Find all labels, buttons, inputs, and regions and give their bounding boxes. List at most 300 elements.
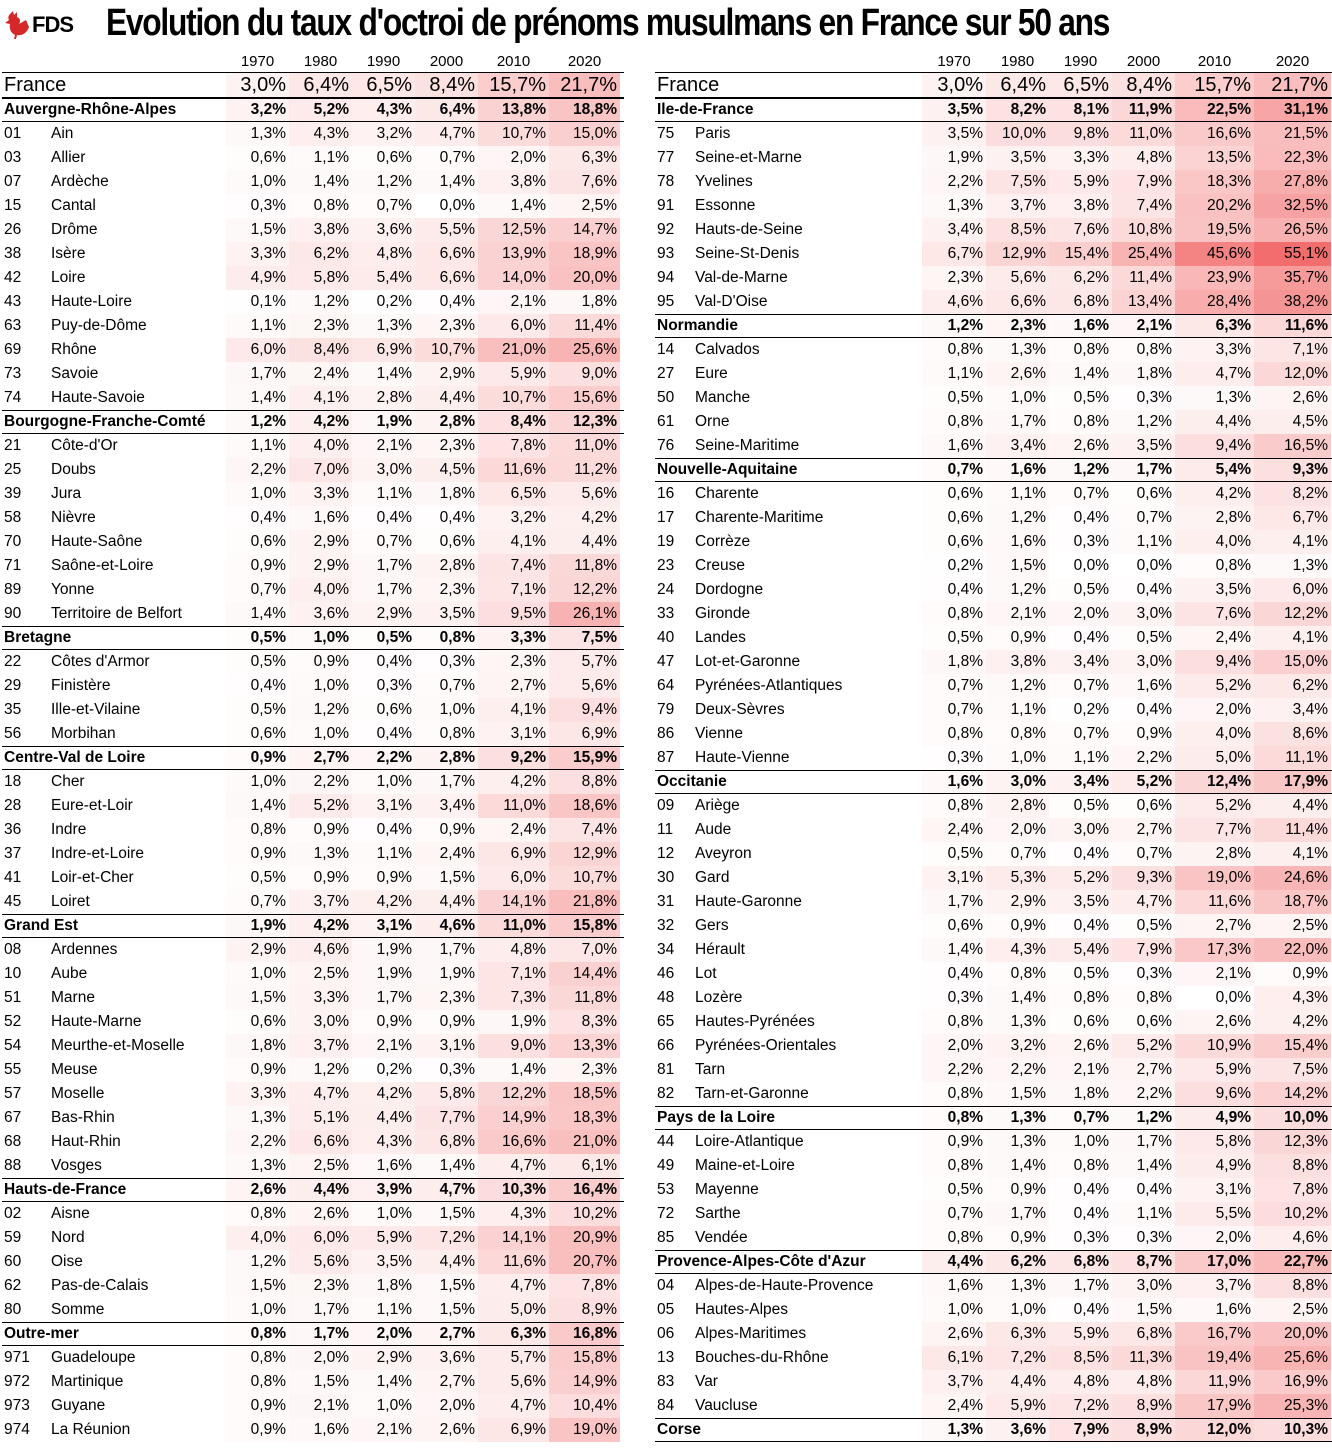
department-code: 62 xyxy=(4,1277,22,1294)
value-cell-1980: 0,7% xyxy=(986,842,1049,866)
value-cell-1980: 2,1% xyxy=(986,602,1049,626)
value-cell-1990: 3,4% xyxy=(1049,771,1112,793)
value-cell-2010: 7,3% xyxy=(478,986,549,1010)
value-cell-2010: 5,9% xyxy=(478,362,549,386)
value-cell-1970: 1,7% xyxy=(922,890,986,914)
value-cell-1980: 7,5% xyxy=(986,170,1049,194)
department-name: Puy-de-Dôme xyxy=(51,317,147,334)
department-name: Vaucluse xyxy=(695,1397,758,1414)
department-code: 72 xyxy=(657,1205,675,1222)
value-cell-1980: 3,5% xyxy=(986,146,1049,170)
value-cell-2020: 8,3% xyxy=(549,1010,620,1034)
value-cell-2000: 2,3% xyxy=(415,314,478,338)
department-name: Haute-Loire xyxy=(51,293,132,310)
year-label: 2020 xyxy=(567,53,602,70)
department-row xyxy=(655,722,1332,746)
department-code: 12 xyxy=(657,845,675,862)
value-cell-2010: 19,4% xyxy=(1175,1346,1254,1370)
region-name: Centre-Val de Loire xyxy=(4,749,146,766)
department-row xyxy=(655,866,1332,890)
value-cell-1970: 0,6% xyxy=(226,146,289,170)
value-cell-1970: 0,9% xyxy=(226,554,289,578)
region-name: Hauts-de-France xyxy=(4,1181,127,1198)
department-code: 46 xyxy=(657,965,675,982)
value-cell-1970: 6,1% xyxy=(922,1346,986,1370)
value-cell-2010: 22,5% xyxy=(1175,99,1254,121)
value-cell-2000: 1,2% xyxy=(1112,1107,1175,1129)
value-cell-2020: 20,7% xyxy=(549,1250,620,1274)
value-cell-2020: 6,7% xyxy=(1254,506,1331,530)
value-cell-1980: 4,3% xyxy=(289,122,352,146)
value-cell-1980: 4,2% xyxy=(289,411,352,433)
value-cell-2010: 5,4% xyxy=(1175,459,1254,481)
value-cell-1970: 0,8% xyxy=(226,1346,289,1370)
department-name: Indre xyxy=(51,821,87,838)
value-cell-2020: 15,0% xyxy=(549,122,620,146)
value-cell-1990: 3,0% xyxy=(1049,818,1112,842)
value-cell-1990: 1,9% xyxy=(352,962,415,986)
department-name: Isère xyxy=(51,245,86,262)
department-code: 77 xyxy=(657,149,675,166)
value-cell-2000: 3,5% xyxy=(1112,434,1175,458)
value-cell-1990: 3,8% xyxy=(1049,194,1112,218)
value-cell-2010: 19,5% xyxy=(1175,218,1254,242)
value-cell-1970: 4,4% xyxy=(922,1251,986,1273)
department-name: Charente xyxy=(695,485,759,502)
value-cell-1970: 1,5% xyxy=(226,1274,289,1298)
department-row xyxy=(2,1154,624,1178)
department-row xyxy=(655,1034,1332,1058)
value-cell-2000: 4,8% xyxy=(1112,146,1175,170)
value-cell-2020: 19,0% xyxy=(549,1418,620,1442)
value-cell-1980: 0,9% xyxy=(289,650,352,674)
department-row xyxy=(655,746,1332,770)
value-cell-2000: 1,8% xyxy=(1112,362,1175,386)
value-cell-2020: 2,3% xyxy=(549,1058,620,1082)
value-cell-2010: 3,1% xyxy=(478,722,549,746)
value-cell-2020: 21,5% xyxy=(1254,122,1331,146)
value-cell-1970: 0,9% xyxy=(226,1058,289,1082)
value-cell-1970: 1,2% xyxy=(922,315,986,337)
value-cell-2010: 17,9% xyxy=(1175,1394,1254,1418)
value-cell-1980: 2,9% xyxy=(289,554,352,578)
value-cell-1990: 9,8% xyxy=(1049,122,1112,146)
value-cell-2000: 3,0% xyxy=(1112,650,1175,674)
value-cell-2020: 35,7% xyxy=(1254,266,1331,290)
value-cell-2020: 22,3% xyxy=(1254,146,1331,170)
department-row xyxy=(655,1298,1332,1322)
value-cell-2020: 12,3% xyxy=(549,411,620,433)
value-cell-1990: 1,9% xyxy=(352,411,415,433)
value-cell-1970: 0,9% xyxy=(922,1130,986,1154)
department-code: 93 xyxy=(657,245,675,262)
value-cell-1980: 2,5% xyxy=(289,962,352,986)
value-cell-2020: 20,0% xyxy=(1254,1322,1331,1346)
value-cell-1980: 1,6% xyxy=(289,1418,352,1442)
value-cell-1980: 1,2% xyxy=(986,506,1049,530)
value-cell-2020: 1,3% xyxy=(1254,554,1331,578)
department-code: 24 xyxy=(657,581,675,598)
value-cell-2010: 9,6% xyxy=(1175,1082,1254,1106)
value-cell-2000: 3,0% xyxy=(1112,1274,1175,1298)
value-cell-1990: 8,1% xyxy=(1049,99,1112,121)
value-cell-1990: 2,1% xyxy=(352,1034,415,1058)
value-cell-2010: 6,9% xyxy=(478,1418,549,1442)
value-cell-1980: 1,2% xyxy=(289,1058,352,1082)
value-cell-2000: 1,7% xyxy=(415,938,478,962)
value-cell-2000: 6,6% xyxy=(415,242,478,266)
value-cell-2010: 15,7% xyxy=(478,73,549,97)
department-code: 88 xyxy=(4,1157,22,1174)
department-code: 07 xyxy=(4,173,22,190)
value-cell-2000: 0,4% xyxy=(1112,1178,1175,1202)
value-cell-1980: 2,9% xyxy=(986,890,1049,914)
year-label: 2020 xyxy=(1275,53,1310,70)
department-code: 30 xyxy=(657,869,675,886)
value-cell-2010: 12,0% xyxy=(1175,1419,1254,1441)
department-row xyxy=(655,1082,1332,1106)
value-cell-1990: 2,9% xyxy=(352,1346,415,1370)
department-code: 48 xyxy=(657,989,675,1006)
value-cell-2000: 2,6% xyxy=(415,1418,478,1442)
value-cell-2020: 7,1% xyxy=(1254,338,1331,362)
value-cell-2020: 2,5% xyxy=(1254,914,1331,938)
value-cell-1990: 7,2% xyxy=(1049,1394,1112,1418)
value-cell-1970: 1,3% xyxy=(226,122,289,146)
value-cell-1970: 6,7% xyxy=(922,242,986,266)
value-cell-1980: 2,6% xyxy=(289,1202,352,1226)
department-code: 79 xyxy=(657,701,675,718)
value-cell-2020: 24,6% xyxy=(1254,866,1331,890)
value-cell-2000: 10,8% xyxy=(1112,218,1175,242)
value-cell-2010: 4,2% xyxy=(478,770,549,794)
department-code: 16 xyxy=(657,485,675,502)
value-cell-2010: 4,8% xyxy=(478,938,549,962)
value-cell-1990: 1,1% xyxy=(352,482,415,506)
value-cell-2010: 45,6% xyxy=(1175,242,1254,266)
department-row xyxy=(655,242,1332,266)
department-name: Haute-Vienne xyxy=(695,749,790,766)
department-code: 70 xyxy=(4,533,22,550)
department-name: Corrèze xyxy=(695,533,751,550)
value-cell-1980: 1,7% xyxy=(289,1323,352,1345)
value-cell-2000: 5,5% xyxy=(415,218,478,242)
value-cell-1990: 2,6% xyxy=(1049,1034,1112,1058)
department-name: Morbihan xyxy=(51,725,116,742)
value-cell-1970: 2,2% xyxy=(226,1130,289,1154)
value-cell-1980: 2,8% xyxy=(986,794,1049,818)
value-cell-2020: 4,1% xyxy=(1254,530,1331,554)
value-cell-1970: 1,8% xyxy=(226,1034,289,1058)
value-cell-2000: 0,9% xyxy=(415,818,478,842)
value-cell-2000: 1,5% xyxy=(415,1298,478,1322)
value-cell-2000: 7,7% xyxy=(415,1106,478,1130)
department-code: 971 xyxy=(4,1349,30,1366)
department-row xyxy=(2,314,624,338)
department-name: Allier xyxy=(51,149,86,166)
department-name: Aube xyxy=(51,965,88,982)
department-name: Seine-Maritime xyxy=(695,437,800,454)
department-code: 63 xyxy=(4,317,22,334)
value-cell-2010: 1,4% xyxy=(478,1058,549,1082)
value-cell-2000: 1,4% xyxy=(415,1154,478,1178)
rooster-icon xyxy=(4,11,30,39)
value-cell-1970: 1,3% xyxy=(922,194,986,218)
value-cell-1980: 7,0% xyxy=(289,458,352,482)
value-cell-1990: 1,6% xyxy=(1049,315,1112,337)
value-cell-1980: 6,3% xyxy=(986,1322,1049,1346)
value-cell-2010: 7,1% xyxy=(478,962,549,986)
value-cell-2000: 25,4% xyxy=(1112,242,1175,266)
value-cell-1990: 5,9% xyxy=(1049,1322,1112,1346)
region-row xyxy=(655,458,1332,482)
department-code: 36 xyxy=(4,821,22,838)
value-cell-1980: 2,2% xyxy=(986,1058,1049,1082)
year-label: 1990 xyxy=(1063,53,1098,70)
value-cell-1980: 1,7% xyxy=(986,410,1049,434)
value-cell-1970: 0,8% xyxy=(922,794,986,818)
value-cell-2010: 4,4% xyxy=(1175,410,1254,434)
value-cell-2020: 20,0% xyxy=(549,266,620,290)
department-row xyxy=(2,338,624,362)
department-name: Saône-et-Loire xyxy=(51,557,154,574)
value-cell-2020: 55,1% xyxy=(1254,242,1331,266)
value-cell-1970: 0,5% xyxy=(922,626,986,650)
department-code: 06 xyxy=(657,1325,675,1342)
department-code: 41 xyxy=(4,869,22,886)
department-name: Somme xyxy=(51,1301,105,1318)
value-cell-1980: 1,4% xyxy=(289,170,352,194)
value-cell-1990: 0,8% xyxy=(1049,1154,1112,1178)
department-code: 64 xyxy=(657,677,675,694)
department-code: 26 xyxy=(4,221,22,238)
department-row xyxy=(655,650,1332,674)
department-row xyxy=(655,410,1332,434)
department-row xyxy=(2,1394,624,1418)
value-cell-1980: 3,8% xyxy=(289,218,352,242)
value-cell-2010: 5,2% xyxy=(1175,794,1254,818)
value-cell-1980: 1,0% xyxy=(986,746,1049,770)
value-cell-2010: 2,4% xyxy=(1175,626,1254,650)
department-row xyxy=(655,146,1332,170)
value-cell-2010: 2,3% xyxy=(478,650,549,674)
value-cell-2020: 9,4% xyxy=(549,698,620,722)
value-cell-1990: 3,0% xyxy=(352,458,415,482)
value-cell-2000: 7,9% xyxy=(1112,170,1175,194)
value-cell-1990: 0,3% xyxy=(1049,1226,1112,1250)
region-name: Normandie xyxy=(657,317,738,334)
value-cell-1970: 1,0% xyxy=(226,1298,289,1322)
value-cell-2010: 11,6% xyxy=(1175,890,1254,914)
value-cell-2000: 0,6% xyxy=(415,530,478,554)
value-cell-1970: 0,1% xyxy=(226,290,289,314)
value-cell-2020: 10,7% xyxy=(549,866,620,890)
value-cell-2010: 19,0% xyxy=(1175,866,1254,890)
department-row xyxy=(2,986,624,1010)
region-name: Ile-de-France xyxy=(657,101,754,118)
department-row xyxy=(2,362,624,386)
department-row xyxy=(2,122,624,146)
value-cell-2000: 3,5% xyxy=(415,602,478,626)
value-cell-1990: 0,4% xyxy=(1049,506,1112,530)
department-row xyxy=(655,506,1332,530)
value-cell-1990: 4,3% xyxy=(352,99,415,121)
value-cell-2000: 0,3% xyxy=(1112,1226,1175,1250)
value-cell-1970: 0,6% xyxy=(922,506,986,530)
department-code: 94 xyxy=(657,269,675,286)
department-row xyxy=(655,602,1332,626)
department-name: Nièvre xyxy=(51,509,96,526)
department-name: Cher xyxy=(51,773,85,790)
value-cell-2010: 28,4% xyxy=(1175,290,1254,314)
department-row xyxy=(2,818,624,842)
region-name: Auvergne-Rhône-Alpes xyxy=(4,101,177,118)
value-cell-1970: 0,5% xyxy=(226,866,289,890)
value-cell-1970: 0,7% xyxy=(226,890,289,914)
value-cell-1990: 0,5% xyxy=(1049,794,1112,818)
value-cell-2010: 10,3% xyxy=(478,1179,549,1201)
value-cell-2010: 4,7% xyxy=(478,1394,549,1418)
department-code: 75 xyxy=(657,125,675,142)
value-cell-1990: 0,9% xyxy=(352,1010,415,1034)
value-cell-1980: 1,7% xyxy=(986,1202,1049,1226)
department-row xyxy=(655,338,1332,362)
value-cell-1990: 0,5% xyxy=(1049,962,1112,986)
department-row xyxy=(655,266,1332,290)
value-cell-2010: 3,7% xyxy=(1175,1274,1254,1298)
value-cell-1970: 0,6% xyxy=(922,530,986,554)
value-cell-1990: 5,4% xyxy=(352,266,415,290)
department-name: Ille-et-Vilaine xyxy=(51,701,141,718)
value-cell-1980: 2,2% xyxy=(289,770,352,794)
value-cell-2020: 15,8% xyxy=(549,1346,620,1370)
value-cell-2010: 7,1% xyxy=(478,578,549,602)
year-label: 1990 xyxy=(366,53,401,70)
value-cell-1970: 1,4% xyxy=(226,794,289,818)
value-cell-1980: 1,3% xyxy=(986,1010,1049,1034)
value-cell-1970: 1,8% xyxy=(922,650,986,674)
value-cell-1980: 1,1% xyxy=(986,698,1049,722)
value-cell-2000: 3,4% xyxy=(415,794,478,818)
value-cell-1990: 1,3% xyxy=(352,314,415,338)
value-cell-2020: 4,4% xyxy=(549,530,620,554)
value-cell-2000: 0,8% xyxy=(415,627,478,649)
value-cell-2020: 6,2% xyxy=(1254,674,1331,698)
department-row xyxy=(2,722,624,746)
value-cell-1970: 0,8% xyxy=(922,338,986,362)
value-cell-1980: 1,0% xyxy=(986,386,1049,410)
value-cell-1980: 0,9% xyxy=(986,1178,1049,1202)
logo-text: FDS xyxy=(32,12,73,37)
department-code: 27 xyxy=(657,365,675,382)
value-cell-1980: 5,2% xyxy=(289,99,352,121)
department-name: Moselle xyxy=(51,1085,105,1102)
value-cell-2010: 5,2% xyxy=(1175,674,1254,698)
department-name: Pyrénées-Atlantiques xyxy=(695,677,843,694)
value-cell-2020: 14,2% xyxy=(1254,1082,1331,1106)
department-row xyxy=(655,1130,1332,1154)
value-cell-1970: 1,2% xyxy=(226,411,289,433)
department-name: Haute-Garonne xyxy=(695,893,802,910)
value-cell-1970: 0,7% xyxy=(922,698,986,722)
department-name: Vendée xyxy=(695,1229,748,1246)
department-row xyxy=(655,1010,1332,1034)
value-cell-2020: 4,3% xyxy=(1254,986,1331,1010)
value-cell-2000: 8,9% xyxy=(1112,1394,1175,1418)
value-cell-2010: 4,0% xyxy=(1175,722,1254,746)
department-name: Yvelines xyxy=(695,173,753,190)
value-cell-1990: 0,4% xyxy=(352,818,415,842)
value-cell-2020: 11,0% xyxy=(549,434,620,458)
department-name: Hautes-Alpes xyxy=(695,1301,789,1318)
value-cell-1990: 7,9% xyxy=(1049,1419,1112,1441)
department-code: 05 xyxy=(657,1301,675,1318)
department-code: 91 xyxy=(657,197,675,214)
department-code: 67 xyxy=(4,1109,22,1126)
value-cell-1980: 2,0% xyxy=(289,1346,352,1370)
value-cell-2020: 11,8% xyxy=(549,554,620,578)
value-cell-2000: 9,3% xyxy=(1112,866,1175,890)
value-cell-1990: 1,0% xyxy=(352,770,415,794)
value-cell-1990: 0,3% xyxy=(1049,530,1112,554)
value-cell-1970: 2,2% xyxy=(922,170,986,194)
left-table-panel xyxy=(2,52,624,1442)
value-cell-2000: 1,4% xyxy=(1112,1154,1175,1178)
value-cell-2020: 18,3% xyxy=(549,1106,620,1130)
department-code: 29 xyxy=(4,677,22,694)
department-code: 13 xyxy=(657,1349,675,1366)
value-cell-1970: 0,3% xyxy=(922,746,986,770)
value-cell-2000: 2,0% xyxy=(415,1394,478,1418)
value-cell-1980: 1,3% xyxy=(986,1274,1049,1298)
value-cell-1980: 4,3% xyxy=(986,938,1049,962)
value-cell-1990: 0,7% xyxy=(1049,722,1112,746)
value-cell-1970: 1,0% xyxy=(226,170,289,194)
region-row xyxy=(2,1178,624,1202)
value-cell-1990: 2,2% xyxy=(352,747,415,769)
value-cell-1990: 1,7% xyxy=(1049,1274,1112,1298)
department-code: 11 xyxy=(657,821,674,838)
department-code: 65 xyxy=(657,1013,675,1030)
value-cell-1970: 2,4% xyxy=(922,1394,986,1418)
value-cell-1970: 4,6% xyxy=(922,290,986,314)
department-name: La Réunion xyxy=(51,1421,131,1438)
department-name: Doubs xyxy=(51,461,96,478)
value-cell-1970: 0,5% xyxy=(922,1178,986,1202)
value-cell-2020: 15,8% xyxy=(549,915,620,937)
value-cell-2000: 6,8% xyxy=(415,1130,478,1154)
department-row xyxy=(2,1082,624,1106)
value-cell-1990: 1,9% xyxy=(352,938,415,962)
value-cell-1980: 0,9% xyxy=(986,626,1049,650)
department-row xyxy=(2,1034,624,1058)
department-row xyxy=(2,1370,624,1394)
value-cell-1980: 1,0% xyxy=(289,627,352,649)
department-name: Hauts-de-Seine xyxy=(695,221,803,238)
year-header-row xyxy=(2,52,624,72)
value-cell-1990: 0,6% xyxy=(352,698,415,722)
department-name: Jura xyxy=(51,485,82,502)
department-row xyxy=(2,482,624,506)
value-cell-2010: 14,1% xyxy=(478,1226,549,1250)
department-name: Seine-et-Marne xyxy=(695,149,802,166)
value-cell-1980: 1,5% xyxy=(986,554,1049,578)
value-cell-1970: 1,3% xyxy=(226,1154,289,1178)
department-name: Vienne xyxy=(695,725,743,742)
department-row xyxy=(2,386,624,410)
value-cell-2020: 8,6% xyxy=(1254,722,1331,746)
value-cell-1970: 3,5% xyxy=(922,99,986,121)
